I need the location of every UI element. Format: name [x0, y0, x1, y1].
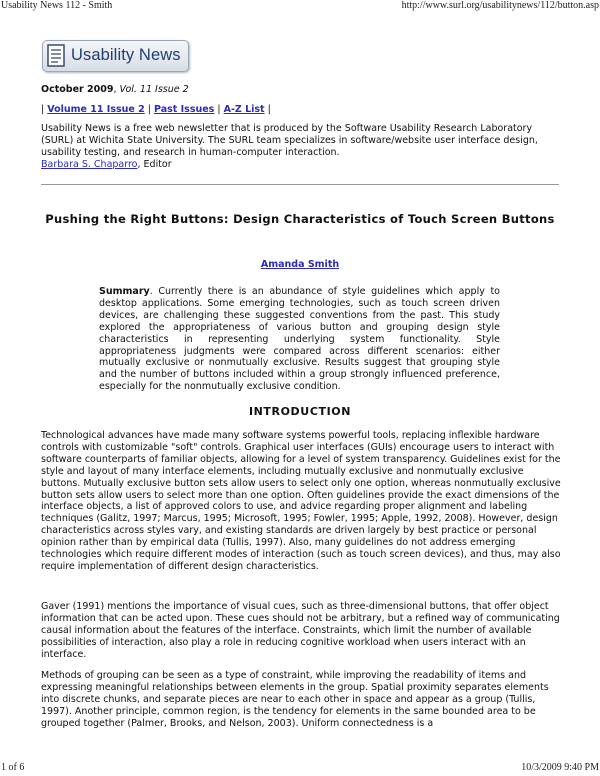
print-header: [0, 0, 600, 14]
summary-label: Summary: [99, 286, 150, 297]
nav-link-a-z-list[interactable]: A-Z List: [223, 104, 265, 115]
print-footer: [0, 762, 600, 776]
article-title: Pushing the Right Buttons: Design Characteristics of Touch Screen Buttons: [45, 212, 555, 226]
print-header-url: http://www.surl.org/usabilitynews/112/button.asp: [401, 0, 599, 11]
summary-text: . Currently there is an abundance of style guidelines which apply to desktop applications. Some emerging technologies, such as touch screen driven devices, are challenging these suggested conventions from the past. This study explored the appropriateness of various button and grouping design style characteristics in representing underlying system functionality. Style appropriateness judgments were compared across different scenarios: either mutually exclusive or nonmutually exclusive. Results suggest that grouping style and the number of buttons included within a group strongly influenced preference, especially for the nonmutually exclusive condition.: [99, 286, 500, 393]
section-heading: INTRODUCTION: [248, 405, 352, 418]
nav-separator: |: [41, 104, 48, 115]
nav-separator: |: [144, 104, 155, 115]
issue-line: [41, 84, 189, 95]
nav-link-past-issues[interactable]: Past Issues: [154, 104, 215, 115]
editor-link[interactable]: Barbara S. Chaparro: [41, 159, 138, 171]
issue-separator: ,: [113, 84, 120, 95]
usability-news-logo[interactable]: [42, 40, 189, 72]
article-summary: [99, 286, 500, 393]
body-paragraph: Technological advances have made many software systems powerful tools, replacing inflexible hardware controls with customizable "soft" controls. Graphical user interfaces (GUIs) encourage users to interact with software counterparts of familiar objects, allowing for a level of system transparency. Guidelines exist for the style and layout of many interface elements, including mutually exclusive and nonmutually exclusive buttons. Mutually exclusive button sets allow users to select only one option, whereas nonmutually exclusive button sets allow users to select more than one option. Often guidelines provide the exact dimensions of the interface objects, a list of approved colors to use, and advice regarding proper alignment and labeling techniques (Galitz, 1997; Marcus, 1995; Microsoft, 1995; Fowler, 1995; Apple, 1992, 2008). However, design characteristics across styles vary, and existing standards are driven largely by best practice or personal opinion rather than by empirical data (Tullis, 1997). Also, many guidelines do not address emerging technologies which require different modes of interaction (such as touch screen devices), and thus, may also require implementation of different design characteristics.: [41, 430, 561, 572]
intro-text: Usability News is a free web newsletter that is produced by the Software Usability Research Laboratory (SURL) at Wichita State University. The SURL team specializes in software/website user interface design, usability testing, and research in human-computer interaction.: [41, 123, 538, 159]
divider: [41, 184, 559, 185]
issue-nav: [41, 104, 271, 115]
print-header-title: Usability News 112 - Smith: [1, 0, 113, 11]
issue-volume: Vol. 11 Issue 2: [119, 84, 189, 95]
issue-date: October 2009: [41, 84, 114, 95]
newsletter-intro: [41, 123, 561, 171]
nav-link-current-issue[interactable]: Volume 11 Issue 2: [47, 104, 145, 115]
body-paragraph: Methods of grouping can be seen as a type of constraint, while improving the readability of items and expressing meaningful relationships between elements in the group. Spatial proximity separates elements into discrete chunks, and separate pieces are near to each other in space and appear as a group (Tullis, 1997). Another principle, common region, is the tendency for elements in the same bounded area to be grouped together (Palmer, Brooks, and Nelson, 2003). Uniform connectedness is a: [41, 670, 549, 729]
body-paragraph: Gaver (1991) mentions the importance of visual cues, such as three-dimensional buttons, that offer object information that can be acted upon. These cues should not be arbitrary, but a refined way of communicating causal information about the features of the interface. Constraints, which limit the number of available possibilities of interaction, also play a role in reducing cognitive workload when users interact with an interface.: [41, 601, 560, 660]
page-count: 1 of 6: [1, 762, 25, 773]
article-author: [41, 259, 559, 270]
nav-separator: |: [214, 104, 224, 115]
nav-separator: |: [264, 104, 271, 115]
logo-text: Usability News: [71, 46, 181, 64]
author-link[interactable]: Amanda Smith: [260, 259, 340, 270]
editor-suffix: , Editor: [137, 159, 172, 171]
document-icon: [47, 44, 65, 67]
print-datetime: 10/3/2009 9:40 PM: [521, 762, 599, 773]
